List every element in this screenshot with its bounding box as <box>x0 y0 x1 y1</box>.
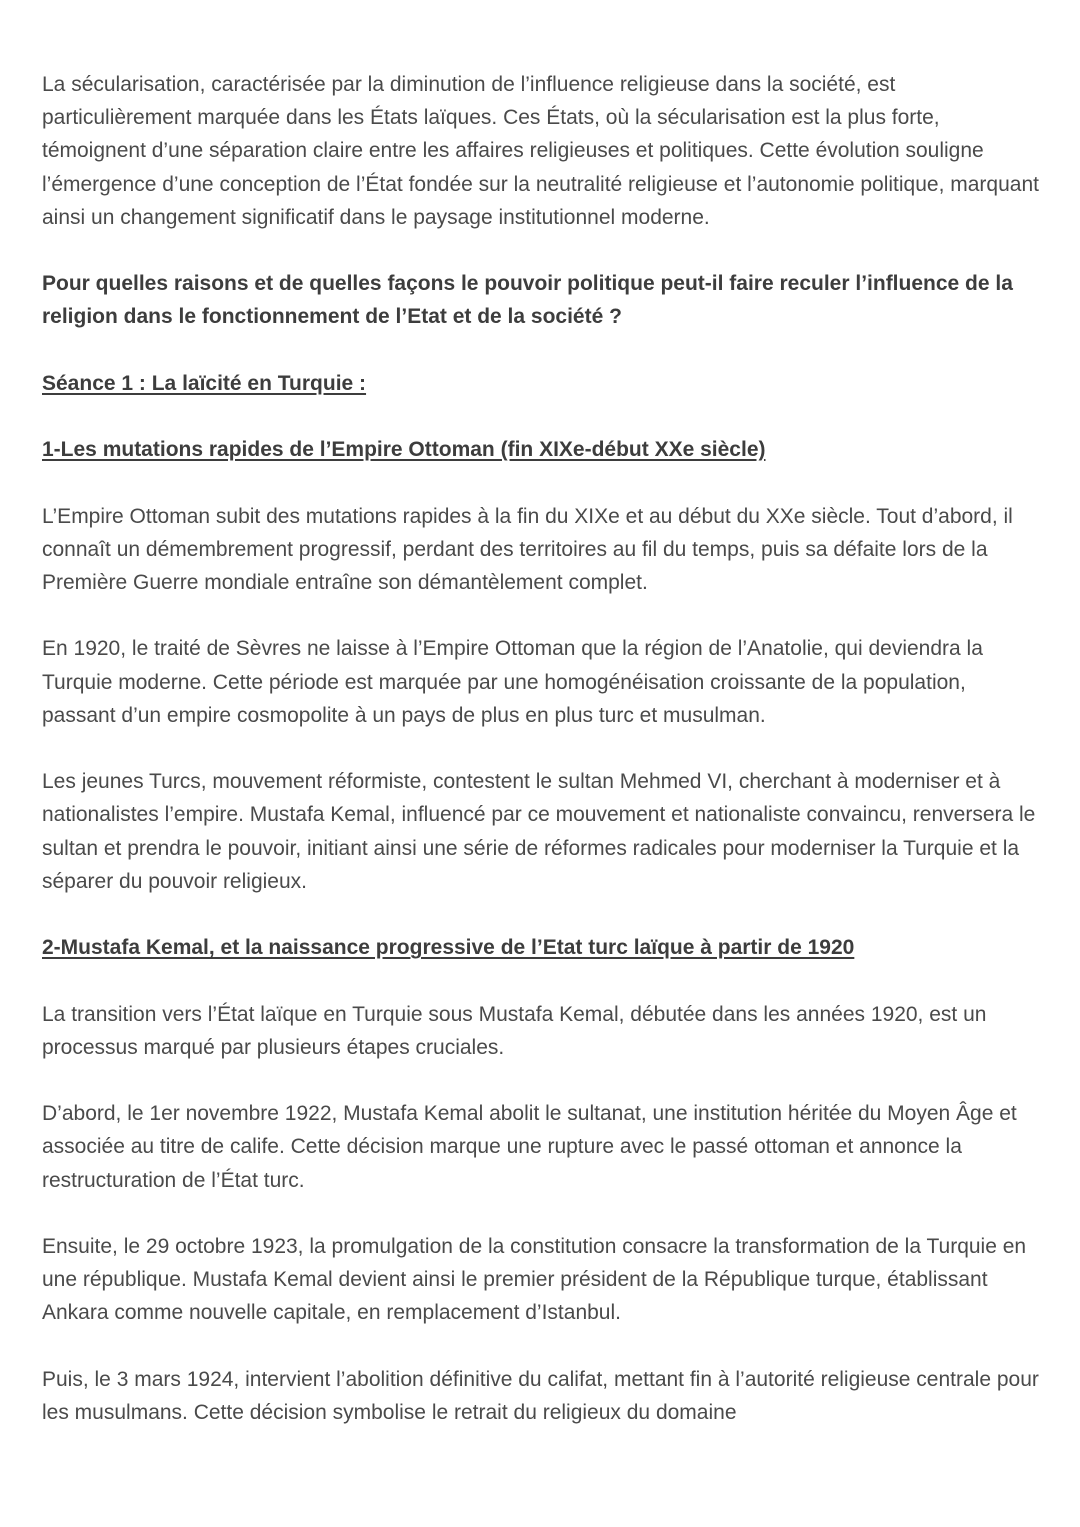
document-body <box>42 68 1042 1462</box>
section-1-paragraph: Les jeunes Turcs, mouvement réformiste, contestent le sultan Mehmed VI, cherchant à moderniser et à nationalistes l’empire. Mustafa Kemal, influencé par ce mouvement et nationaliste convaincu, renversera le sultan et prendra le pouvoir, initiant ainsi une série de réformes radicales pour moderniser la Turquie et la séparer du pouvoir religieux. <box>42 770 1036 893</box>
session-title: Séance 1 : La laïcité en Turquie : <box>42 371 367 395</box>
section-1-heading: 1-Les mutations rapides de l’Empire Ottoman (fin XIXe-début XXe siècle) <box>42 438 766 462</box>
section-1-paragraph: En 1920, le traité de Sèvres ne laisse à l’Empire Ottoman que la région de l’Anatolie, qui deviendra la Turquie moderne. Cette période est marquée par une homogénéisation croissante de la population, passant d’un empire cosmopolite à un pays de plus en plus turc et musulman. <box>42 637 983 727</box>
section-2-paragraph: D’abord, le 1er novembre 1922, Mustafa Kemal abolit le sultanat, une institution héritée du Moyen Âge et associée au titre de calife. Cette décision marque une rupture avec le passé ottoman et annonce la restructuration de l’État turc. <box>42 1102 1017 1192</box>
problem-question: Pour quelles raisons et de quelles façons le pouvoir politique peut-il faire reculer l’influence de la religion dans le fonctionnement de l’Etat et de la société ? <box>42 272 1013 329</box>
section-1-paragraph: L’Empire Ottoman subit des mutations rapides à la fin du XIXe et au début du XXe siècle. Tout d’abord, il connaît un démembrement progressif, perdant des territoires au fil du temps, puis sa défaite lors de la Première Guerre mondiale entraîne son démantèlement complet. <box>42 504 1013 594</box>
section-2-paragraph: Puis, le 3 mars 1924, intervient l’abolition définitive du califat, mettant fin à l’autorité religieuse centrale pour les musulmans. Cette décision symbolise le retrait du religieux du domaine <box>42 1367 1039 1424</box>
intro-paragraph: La sécularisation, caractérisée par la diminution de l’influence religieuse dans la société, est particulièrement marquée dans les États laïques. Ces États, où la sécularisation est la plus forte, témoignent d’une séparation claire entre les affaires religieuses et politiques. Cette évolution souligne l’émergence d’une conception de l’État fondée sur la neutralité religieuse et l’autonomie politique, marquant ainsi un changement significatif dans le paysage institutionnel moderne. <box>42 73 1039 229</box>
section-2-heading: 2-Mustafa Kemal, et la naissance progressive de l’Etat turc laïque à partir de 1920 <box>42 936 855 960</box>
section-2-paragraph: La transition vers l’État laïque en Turquie sous Mustafa Kemal, débutée dans les années 1920, est un processus marqué par plusieurs étapes cruciales. <box>42 1002 987 1059</box>
section-2-paragraph: Ensuite, le 29 octobre 1923, la promulgation de la constitution consacre la transformation de la Turquie en une république. Mustafa Kemal devient ainsi le premier président de la République turque, établissant Ankara comme nouvelle capitale, en remplacement d’Istanbul. <box>42 1234 1027 1325</box>
